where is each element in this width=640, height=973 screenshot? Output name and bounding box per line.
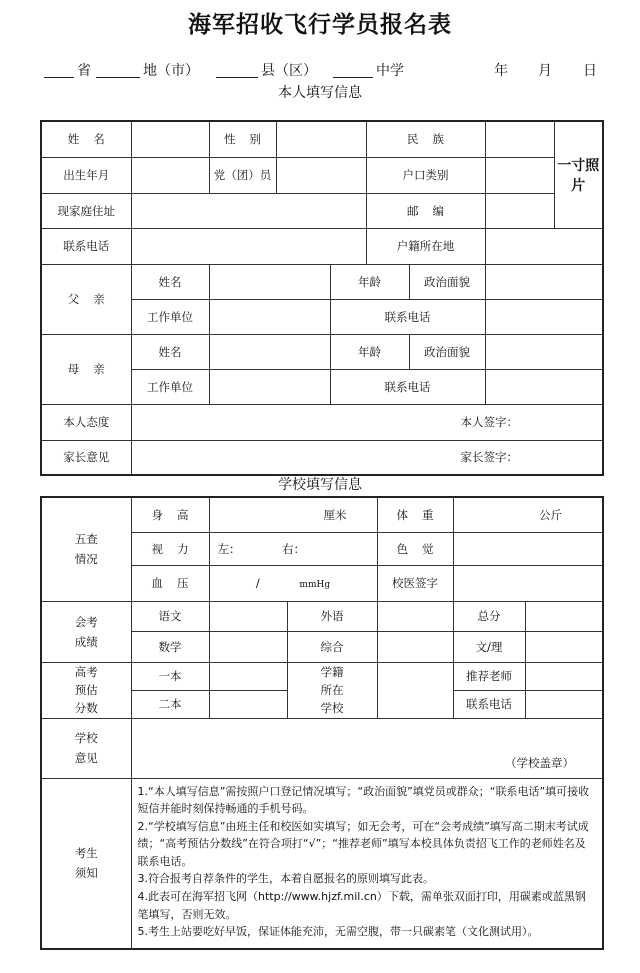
county-label: 县（区）: [261, 63, 317, 79]
name-field[interactable]: [131, 121, 209, 157]
five-checks-label: 五查 情况: [41, 497, 131, 601]
prefecture-label: 地（市）: [143, 63, 199, 79]
month-label: 月: [538, 63, 552, 79]
school-blank[interactable]: [333, 77, 373, 78]
huikao-label: 会考 成绩: [41, 601, 131, 662]
phone-field[interactable]: [131, 228, 366, 264]
birth-label: 出生年月: [41, 157, 131, 193]
foreign-field[interactable]: [377, 601, 453, 631]
postcode-field[interactable]: [485, 193, 554, 228]
vision-field[interactable]: [209, 532, 377, 565]
photo-box[interactable]: 一寸照片: [554, 121, 603, 228]
notice-item: 1.“本人填写信息”需按照户口登记情况填写；“政治面貌”填党员或群众；“联系电话”填可接收短信并能时刻保持畅通的手机号码。: [137, 784, 590, 816]
contact-phone-field[interactable]: [525, 690, 603, 718]
father-political-label: 政治面貌: [409, 264, 485, 299]
math-label: 数学: [131, 631, 209, 662]
prefecture-blank[interactable]: [96, 77, 140, 78]
notice-item: 5.考生上站要吃好早饭，保证体能充沛，无需空腹，带一只碳素笔（文化测试用）。: [137, 925, 539, 939]
school-reg-field[interactable]: [377, 662, 453, 718]
math-field[interactable]: [209, 631, 287, 662]
vision-right-label: 右：: [282, 541, 306, 556]
mother-work-field[interactable]: [209, 369, 330, 404]
tier1-label: 一本: [131, 662, 209, 690]
notice-item: 4.此表可在海军招飞网（http://www.hjzf.mil.cn）下载，需单张双面打印，用碳素或蓝黑钢笔填写，否则无效。: [137, 890, 586, 921]
address-field[interactable]: [131, 193, 366, 228]
rec-teacher-field[interactable]: [525, 662, 603, 690]
chinese-field[interactable]: [209, 601, 287, 631]
personal-info-table: [40, 120, 604, 476]
hukou-type-field[interactable]: [485, 157, 554, 193]
vision-label: 视力: [131, 532, 209, 565]
father-name-label: 姓名: [131, 264, 209, 299]
mother-political-label: 政治面貌: [409, 334, 485, 369]
tier2-field[interactable]: [209, 690, 287, 718]
gaokao-label: 高考 预估 分数: [41, 662, 131, 718]
bp-unit: mmHg: [299, 580, 331, 590]
gender-label: 性别: [209, 121, 276, 157]
year-label: 年: [494, 63, 508, 79]
father-age-label: 年龄: [330, 264, 409, 299]
parent-sign-field[interactable]: 家长签字：: [131, 440, 603, 475]
arts-sci-field[interactable]: [525, 631, 603, 662]
doctor-sign-field[interactable]: [453, 565, 603, 601]
foreign-label: 外语: [287, 601, 377, 631]
attitude-label: 本人态度: [41, 404, 131, 440]
notice-item: 2.“学校填写信息”由班主任和校医如实填写；如无会考，可在“会考成绩”填写高二期末考试成绩；“高考预估分数线”在符合项打“√”；“推荐老师”填写本校具体负责招飞工作的老师姓名及联系电话。: [137, 819, 589, 868]
mother-work-label: 工作单位: [131, 369, 209, 404]
color-vision-label: 色觉: [377, 532, 453, 565]
section-title-school: 学校填写信息: [278, 477, 362, 493]
party-field[interactable]: [276, 157, 366, 193]
total-field[interactable]: [525, 601, 603, 631]
father-work-label: 工作单位: [131, 299, 209, 334]
blood-pressure-label: 血压: [131, 565, 209, 601]
phone-label: 联系电话: [41, 228, 131, 264]
notice-label: 考生 须知: [41, 778, 131, 949]
weight-label: 体重: [377, 497, 453, 532]
total-label: 总分: [453, 601, 525, 631]
notice-item: 3.符合报考自荐条件的学生，本着自愿报名的原则填写此表。: [137, 872, 434, 886]
gender-field[interactable]: [276, 121, 366, 157]
mother-age-label: 年龄: [330, 334, 409, 369]
contact-phone-label: 联系电话: [453, 690, 525, 718]
parent-opinion-label: 家长意见: [41, 440, 131, 475]
weight-field[interactable]: 公斤: [453, 497, 603, 532]
school-opinion-field[interactable]: （学校盖章）: [131, 718, 603, 778]
school-info-table: [40, 496, 604, 950]
form-title: 海军招收飞行学员报名表: [188, 12, 452, 38]
section-title-personal: 本人填写信息: [278, 85, 362, 101]
hukou-type-label: 户口类别: [366, 157, 485, 193]
notice-content: [131, 778, 603, 949]
school-reg-label: 学籍 所在 学校: [287, 662, 377, 718]
color-vision-field[interactable]: [453, 532, 603, 565]
self-sign-field[interactable]: 本人签字：: [131, 404, 603, 440]
mother-name-field[interactable]: [209, 334, 330, 369]
father-name-field[interactable]: [209, 264, 330, 299]
comprehensive-field[interactable]: [377, 631, 453, 662]
province-blank[interactable]: [44, 77, 74, 78]
height-field[interactable]: 厘米: [209, 497, 377, 532]
father-work-field[interactable]: [209, 299, 330, 334]
bp-separator: /: [255, 576, 260, 590]
father-phone-label: 联系电话: [330, 299, 485, 334]
province-label: 省: [77, 63, 91, 79]
chinese-label: 语文: [131, 601, 209, 631]
school-opinion-label: 学校 意见: [41, 718, 131, 778]
arts-sci-label: 文/理: [453, 631, 525, 662]
vision-left-label: 左：: [217, 541, 241, 556]
header-location-line: [40, 60, 610, 82]
tier2-label: 二本: [131, 690, 209, 718]
doctor-sign-label: 校医签字: [377, 565, 453, 601]
mother-label: 母亲: [41, 334, 131, 404]
tier1-field[interactable]: [209, 662, 287, 690]
mother-phone-label: 联系电话: [330, 369, 485, 404]
ethnicity-label: 民族: [366, 121, 485, 157]
address-label: 现家庭住址: [41, 193, 131, 228]
mother-phone-field[interactable]: [485, 369, 603, 404]
mother-political-field[interactable]: [485, 334, 603, 369]
father-political-field[interactable]: [485, 264, 603, 299]
party-label: 党（团）员: [209, 157, 276, 193]
rec-teacher-label: 推荐老师: [453, 662, 525, 690]
postcode-label: 邮编: [366, 193, 485, 228]
hukou-location-label: 户籍所在地: [366, 228, 485, 264]
father-label: 父亲: [41, 264, 131, 334]
blood-pressure-field[interactable]: [209, 565, 377, 601]
day-label: 日: [583, 63, 597, 79]
hukou-location-field[interactable]: [485, 228, 603, 264]
birth-field[interactable]: [131, 157, 209, 193]
height-label: 身高: [131, 497, 209, 532]
name-label: 姓名: [41, 121, 131, 157]
ethnicity-field[interactable]: [485, 121, 554, 157]
comprehensive-label: 综合: [287, 631, 377, 662]
mother-name-label: 姓名: [131, 334, 209, 369]
school-label: 中学: [376, 63, 404, 79]
father-phone-field[interactable]: [485, 299, 603, 334]
county-blank[interactable]: [216, 77, 258, 78]
